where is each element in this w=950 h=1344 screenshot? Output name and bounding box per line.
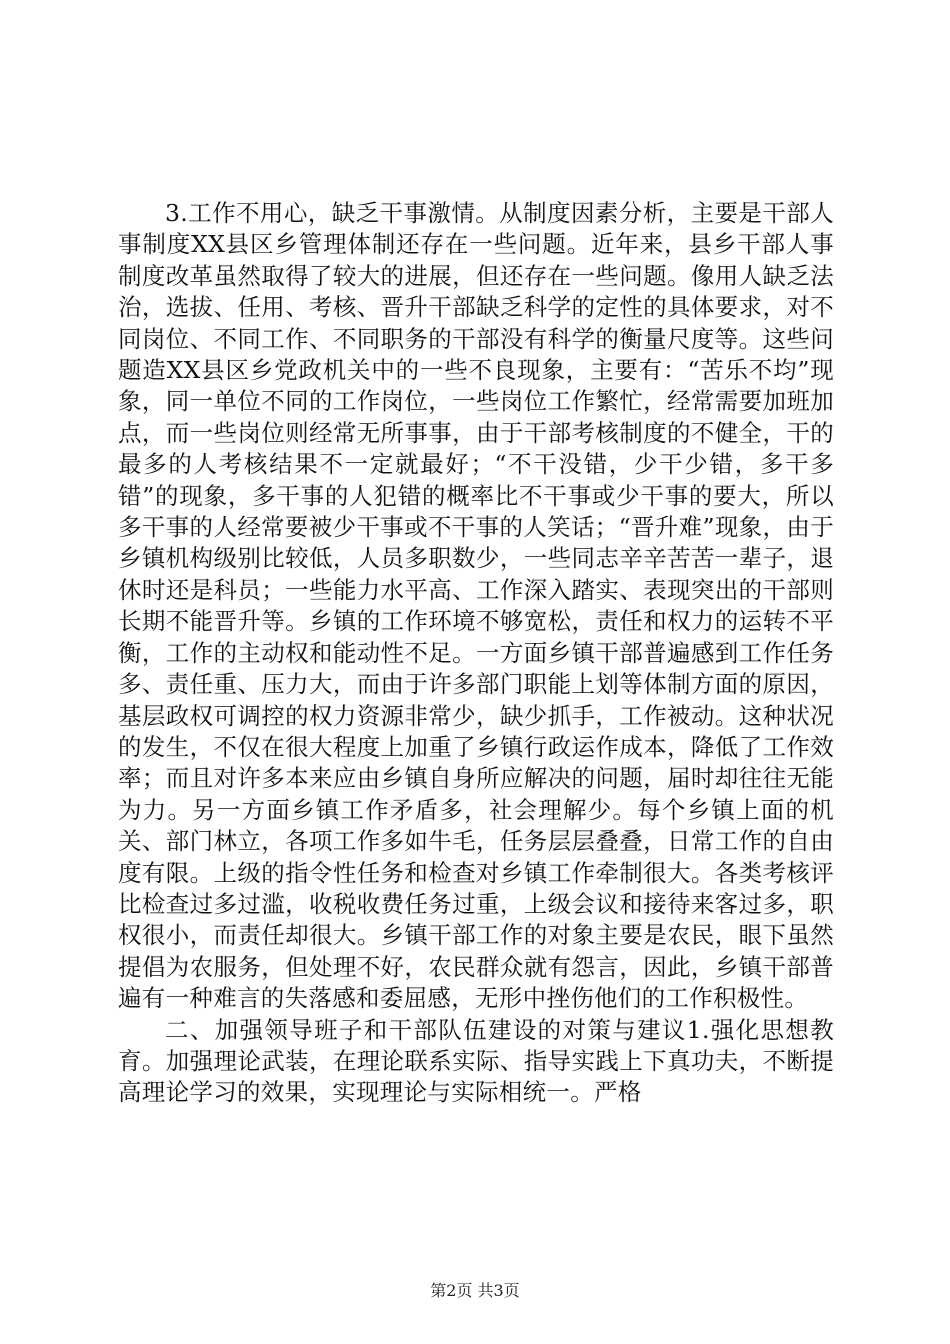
paragraph-cadre-issues: 3.工作不用心，缺乏干事激情。从制度因素分析，主要是干部人事制度XX县区乡管理体制还存在一些问题。近年来，县乡干部人事制度改革虽然取得了较大的进展，但还存在一些问题。像用人缺乏法治，选拔、任用、考核、晋升干部缺乏科学的定性的具体要求，对不同岗位、不同工作、不同职务的干部没有科学的衡量尺度等。这些问题造XX县区乡党政机关中的一些不良现象，主要有：“苦乐不均”现象，同一单位不同的工作岗位，一些岗位工作繁忙，经常需要加班加点，而一些岗位则经常无所事事，由于干部考核制度的不健全，干的最多的人考核结果不一定就最好；“不干没错，少干少错，多干多错”的现象，多干事的人犯错的概率比不干事或少干事的要大，所以多干事的人经常要被少干事或不干事的人笑话；“晋升难”现象，由于乡镇机构级别比较低，人员多职数少，一些同志辛辛苦苦一辈子，退休时还是科员；一些能力水平高、工作深入踏实、表现突出的干部则长期不能晋升等。乡镇的工作环境不够宽松，责任和权力的运转不平衡，工作的主动权和能动性不足。一方面乡镇干部普遍感到工作任务多、责任重、压力大，而由于许多部门职能上划等体制方面的原因，基层政权可调控的权力资源非常少，缺少抓手，工作被动。这种状况的发生，不仅在很大程度上加重了乡镇行政运作成本，降低了工作效率；而且对许多本来应由乡镇自身所应解决的问题，届时却往往无能为力。另一方面乡镇工作矛盾多，社会理解少。每个乡镇上面的机关、部门林立，各项工作多如牛毛，任务层层叠叠，日常工作的自由度有限。上级的指令性任务和检查对乡镇工作牵制很大。各类考核评比检查过多过滥，收税收费任务过重，上级会议和接待来客过多，职权很小，而责任却很大。乡镇干部工作的对象主要是农民，眼下虽然提倡为农服务，但处理不好，农民群众就有怨言，因此，乡镇干部普遍有一种难言的失落感和委屈感，无形中挫伤他们的工作积极性。 (118, 199, 834, 1013)
document-body (118, 198, 834, 1109)
paragraph-countermeasures: 二、加强领导班子和干部队伍建设的对策与建议1.强化思想教育。加强理论武装，在理论联系实际、指导实践上下真功夫，不断提高理论学习的效果，实现理论与实际相统一。严格 (118, 1015, 834, 1107)
page-footer: 第2页 共3页 (430, 1281, 520, 1300)
